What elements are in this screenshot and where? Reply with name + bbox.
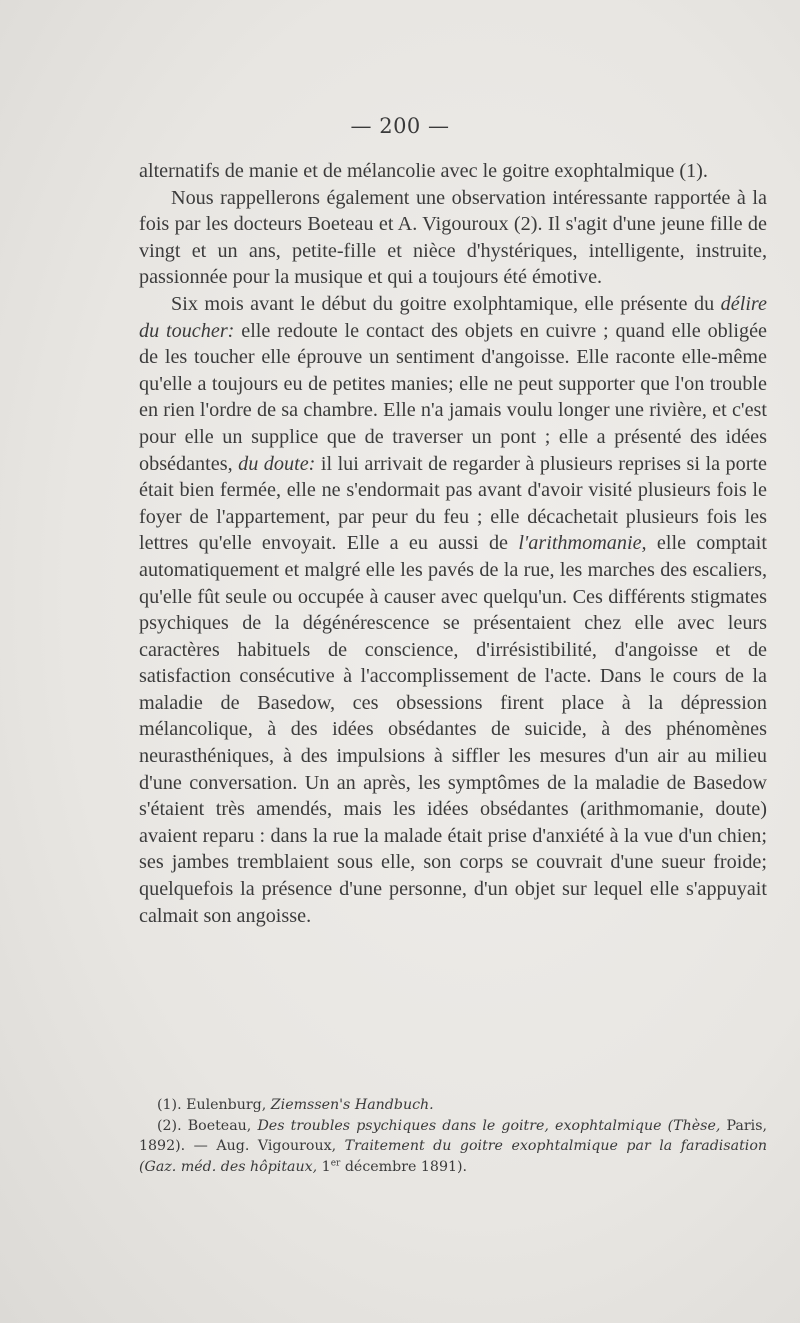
- footnote-2-superscript: er: [330, 1157, 341, 1168]
- paragraph-3-text-d: elle comptait automatiquement et malgré elle les pavés de la rue, les marches des escaliers, qu'elle fût seule ou occupée à causer avec quelqu'un. Ces différents stigmates psychiques de la dégénérescence se présentaient chez elle avec leurs caractères habituels de conscience, d'irrésistibilité, d'angoisse et de satisfaction consécutive à l'accomplissement de l'acte. Dans le cours de la maladie de Basedow, ces obsessions firent place à la dépression mélancolique, à des idées obsédantes de suicide, à des phénomènes neurasthéniques, à des impulsions à siffler les mesures d'un air au milieu d'une conversation. Un an après, les symptômes de la maladie de Basedow s'étaient très amendés, mais les idées obsédantes (arithmomanie, doute) avaient reparu : dans la rue la malade était prise d'anxiété à la vue d'un chien; ses jambes tremblaient sous elle, son corps se couvrait d'une sueur froide; quelquefois la présence d'une personne, d'un objet sur lequel elle s'appuyait calmait son angoisse.: [139, 532, 767, 927]
- footnote-2-italic-a: Des troubles psychiques dans le goitre, exophtalmique (Thèse,: [257, 1117, 721, 1134]
- italic-delire-du-toucher: délire du toucher:: [139, 292, 767, 342]
- page-number: — 200 —: [350, 114, 450, 138]
- paragraph-3: [139, 291, 767, 929]
- body-text: [139, 158, 767, 929]
- footnote-1: [139, 1095, 767, 1116]
- paragraph-1: alternatifs de manie et de mélancolie avec le goitre exophtalmique (1).: [139, 160, 708, 182]
- footnote-2-text-d: décembre 1891).: [340, 1158, 468, 1175]
- footnote-1-italic: Ziemssen's Handbuch.: [270, 1097, 434, 1113]
- footnote-2-text-c: 1: [317, 1158, 331, 1175]
- italic-arithmomanie: l'arithmomanie,: [518, 532, 647, 555]
- footnote-2-italic-b: Traitement du goitre exophtalmique par la faradisation (Gaz. méd. des hôpitaux,: [139, 1138, 768, 1175]
- footnote-2-text-b: Paris, 1892). — Aug. Vigouroux,: [139, 1117, 767, 1154]
- paragraph-3-text-c: il lui arrivait de regarder à plusieurs reprises si la porte était bien fermée, elle ne s'endormait pas avant d'avoir visité plusieurs fois le foyer de l'appartement, par peur du feu ; elle décachetait plusieurs fois les lettres qu'elle envoyait. Elle a eu aussi de: [139, 452, 767, 555]
- italic-du-doute: du doute:: [238, 452, 316, 475]
- footnote-2: [139, 1116, 767, 1178]
- paragraph-3-text-a: Six mois avant le début du goitre exolphtamique, elle présente du: [171, 292, 721, 315]
- paragraph-3-text-b: elle redoute le contact des objets en cuivre ; quand elle obligée de les toucher elle éprouve un sentiment d'angoisse. Elle raconte elle-même qu'elle a toujours eu de petites manies; elle ne peut supporter que l'on trouble en rien l'ordre de sa chambre. Elle n'a jamais voulu longer une rivière, et c'est pour elle un supplice que de traverser un pont ; elle a présenté des idées obsédantes,: [139, 319, 767, 475]
- footnote-1-text: (1). Eulenburg,: [157, 1097, 271, 1113]
- footnote-2-text-a: (2). Boeteau,: [157, 1117, 258, 1134]
- paragraph-2: Nous rappellerons également une observation intéressante rapportée à la fois par les docteurs Boeteau et A. Vigouroux (2). Il s'agit d'une jeune fille de vingt et un ans, petite-fille et nièce d'hystériques, intelligente, instruite, passionnée pour la musique et qui a toujours été émotive.: [139, 186, 767, 289]
- footnotes: [139, 1095, 767, 1177]
